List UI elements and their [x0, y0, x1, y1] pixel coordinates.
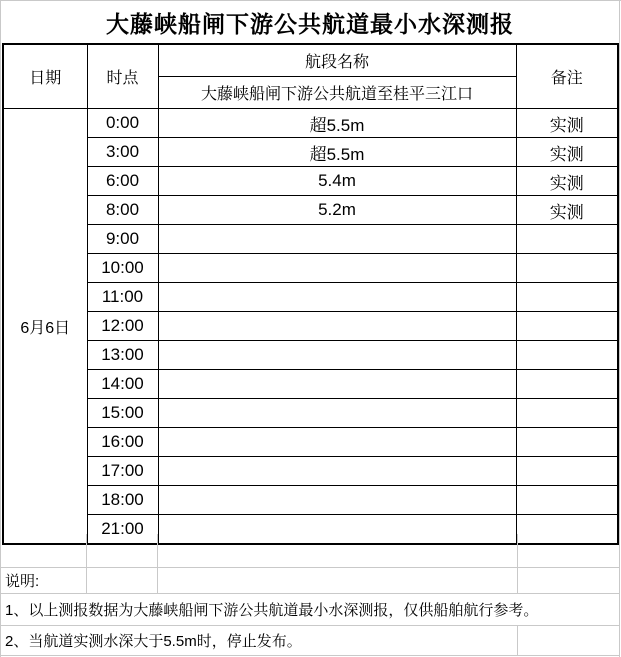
- remark-cell: [516, 457, 618, 486]
- table-row: [3, 312, 618, 341]
- empty-cell: [518, 568, 620, 593]
- remark-cell: [516, 370, 618, 399]
- depth-cell: 5.4m: [158, 167, 516, 196]
- depth-cell: [158, 370, 516, 399]
- table-row: [3, 428, 618, 457]
- remark-cell: [516, 399, 618, 428]
- table-row: [3, 225, 618, 254]
- depth-cell: [158, 254, 516, 283]
- time-cell: 3:00: [87, 138, 158, 167]
- table-row: [3, 399, 618, 428]
- time-cell: 12:00: [87, 312, 158, 341]
- remark-cell: [516, 225, 618, 254]
- header-remark: 备注: [516, 44, 618, 109]
- header-segment: 航段名称: [158, 44, 516, 77]
- empty-cell: [87, 568, 158, 593]
- empty-cell: [87, 534, 158, 567]
- header-row-1: [3, 44, 618, 77]
- remark-cell: 实测: [516, 167, 618, 196]
- remark-cell: [516, 254, 618, 283]
- depth-cell: [158, 341, 516, 370]
- table-row: [3, 370, 618, 399]
- time-cell: 14:00: [87, 370, 158, 399]
- depth-cell: [158, 399, 516, 428]
- table-row: [3, 254, 618, 283]
- time-cell: 15:00: [87, 399, 158, 428]
- time-cell: 16:00: [87, 428, 158, 457]
- notes-label-row: [1, 568, 620, 594]
- empty-cell: [1, 534, 87, 567]
- segment-name: 大藤峡船闸下游公共航道至桂平三江口: [158, 77, 516, 109]
- note-row-2: [1, 626, 620, 656]
- depth-cell: [158, 428, 516, 457]
- table-row: [3, 167, 618, 196]
- time-cell: 17:00: [87, 457, 158, 486]
- empty-grid-row: [1, 534, 620, 568]
- time-cell: 6:00: [87, 167, 158, 196]
- time-cell: 18:00: [87, 486, 158, 515]
- empty-cell: [518, 626, 620, 655]
- time-cell: 13:00: [87, 341, 158, 370]
- table-row: [3, 196, 618, 225]
- depth-cell: 5.2m: [158, 196, 516, 225]
- empty-cell: [158, 534, 518, 567]
- depth-cell: [158, 312, 516, 341]
- remark-cell: [516, 283, 618, 312]
- note-2: 2、当航道实测水深大于5.5m时，停止发布。: [1, 626, 518, 655]
- notes-label: 说明:: [1, 568, 87, 593]
- date-cell: 6月6日: [3, 109, 87, 545]
- table-row: [3, 457, 618, 486]
- depth-cell: [158, 457, 516, 486]
- header-date: 日期: [3, 44, 87, 109]
- remark-cell: [516, 486, 618, 515]
- time-cell: 9:00: [87, 225, 158, 254]
- header-time: 时点: [87, 44, 158, 109]
- table-row: [3, 283, 618, 312]
- remark-cell: 实测: [516, 109, 618, 138]
- depth-cell: [158, 283, 516, 312]
- depth-cell: [158, 225, 516, 254]
- time-cell: 8:00: [87, 196, 158, 225]
- remark-cell: [516, 312, 618, 341]
- remark-cell: 实测: [516, 196, 618, 225]
- table-row: [3, 486, 618, 515]
- sheet-right-gridline: [619, 1, 620, 657]
- table-row: [3, 341, 618, 370]
- report-table: [2, 43, 619, 545]
- time-cell: 11:00: [87, 283, 158, 312]
- time-cell: 21:00: [87, 515, 158, 545]
- note-row-1: [1, 594, 620, 626]
- depth-cell: 超5.5m: [158, 109, 516, 138]
- depth-cell: [158, 486, 516, 515]
- table-row: [3, 138, 618, 167]
- remark-cell: 实测: [516, 138, 618, 167]
- remark-cell: [516, 341, 618, 370]
- report-title: 大藤峡船闸下游公共航道最小水深测报: [106, 10, 514, 37]
- depth-cell: 超5.5m: [158, 138, 516, 167]
- table-row: [3, 109, 618, 138]
- note-1: 1、以上测报数据为大藤峡船闸下游公共航道最小水深测报，仅供船舶航行参考。: [1, 594, 620, 625]
- remark-cell: [516, 428, 618, 457]
- empty-cell: [158, 568, 518, 593]
- time-cell: 10:00: [87, 254, 158, 283]
- empty-cell: [518, 534, 620, 567]
- time-cell: 0:00: [87, 109, 158, 138]
